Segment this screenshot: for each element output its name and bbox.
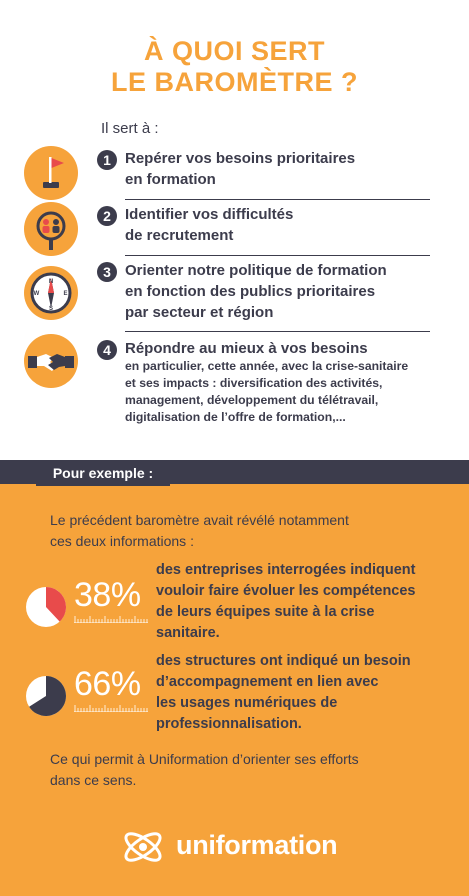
example-label: Pour exemple : <box>36 460 170 486</box>
svg-text:S: S <box>48 306 54 312</box>
stat-text-line: les usages numériques de <box>156 695 338 711</box>
item-4-detail-line: digitalisation de l’offre de formation,... <box>125 410 346 424</box>
stat-text-line: professionnalisation. <box>156 716 302 732</box>
item-4-detail-line: management, développement du télétravail, <box>125 393 379 407</box>
stat-text-line: des structures ont indiqué un besoin <box>156 653 411 669</box>
svg-text:N: N <box>48 279 54 285</box>
example-lead <box>50 510 430 552</box>
uniformation-logo <box>118 822 378 872</box>
example-outro <box>50 749 430 791</box>
item-1-title <box>125 148 445 190</box>
item-4-detail <box>125 358 445 426</box>
stat-text-line: de leurs équipes suite à la crise <box>156 604 375 620</box>
svg-text:E: E <box>63 291 68 297</box>
item-number-2: 2 <box>97 206 117 226</box>
stat-percent-66: 66% <box>74 665 141 703</box>
item-3-title-line: par secteur et région <box>125 304 274 321</box>
title-line-2: LE BAROMÈTRE ? <box>111 67 358 97</box>
logo-text: uniformation <box>176 830 338 860</box>
item-4-detail-line: et ses impacts : diversification des activités, <box>125 376 383 390</box>
stat-text-2 <box>156 651 431 735</box>
stat-text-1 <box>156 560 431 644</box>
logo-atom-icon <box>118 822 168 872</box>
item-1-title-line: en formation <box>125 171 216 188</box>
lead-line: ces deux informations : <box>50 533 194 549</box>
item-2-title-line: Identifier vos difficultés <box>125 206 294 223</box>
stat-text-line: vouloir faire évoluer les compétences <box>156 583 416 599</box>
ruler-decoration <box>74 704 148 712</box>
stat-percent-38: 38% <box>74 576 141 614</box>
item-1-title-line: Repérer vos besoins prioritaires <box>125 150 356 167</box>
item-4-detail-line: en particulier, cette année, avec la crise-sanitaire <box>125 359 409 373</box>
item-number-3: 3 <box>97 262 117 282</box>
svg-text:W: W <box>33 291 40 297</box>
item-number-1: 1 <box>97 150 117 170</box>
separator <box>125 199 430 200</box>
stat-text-line: d’accompagnement en lien avec <box>156 674 379 690</box>
page-title <box>0 36 469 98</box>
item-2-title-line: de recrutement <box>125 227 234 244</box>
ruler-decoration <box>74 615 148 623</box>
separator <box>125 255 430 256</box>
item-4-title <box>125 338 445 359</box>
outro-line: dans ce sens. <box>50 772 137 788</box>
item-4-title-line: Répondre au mieux à vos besoins <box>125 340 368 357</box>
pie-icon-66 <box>24 674 68 718</box>
lead-line: Le précédent baromètre avait révélé notamment <box>50 512 349 528</box>
title-line-1: À QUOI SERT <box>143 36 325 66</box>
intro-text: Il sert à : <box>101 120 159 137</box>
magnifier-people-icon <box>24 202 78 256</box>
compass-icon <box>24 266 78 320</box>
handshake-icon <box>24 334 78 388</box>
stat-text-line: des entreprises interrogées indiquent <box>156 562 416 578</box>
item-2-title <box>125 204 445 246</box>
item-3-title <box>125 260 445 323</box>
item-number-4: 4 <box>97 340 117 360</box>
pie-icon-38 <box>24 585 68 629</box>
stat-text-line: sanitaire. <box>156 625 220 641</box>
separator <box>125 331 430 332</box>
item-3-title-line: Orienter notre politique de formation <box>125 262 387 279</box>
outro-line: Ce qui permit à Uniformation d’orienter ses efforts <box>50 751 359 767</box>
item-3-title-line: en fonction des publics prioritaires <box>125 283 376 300</box>
flag-icon <box>24 146 78 200</box>
